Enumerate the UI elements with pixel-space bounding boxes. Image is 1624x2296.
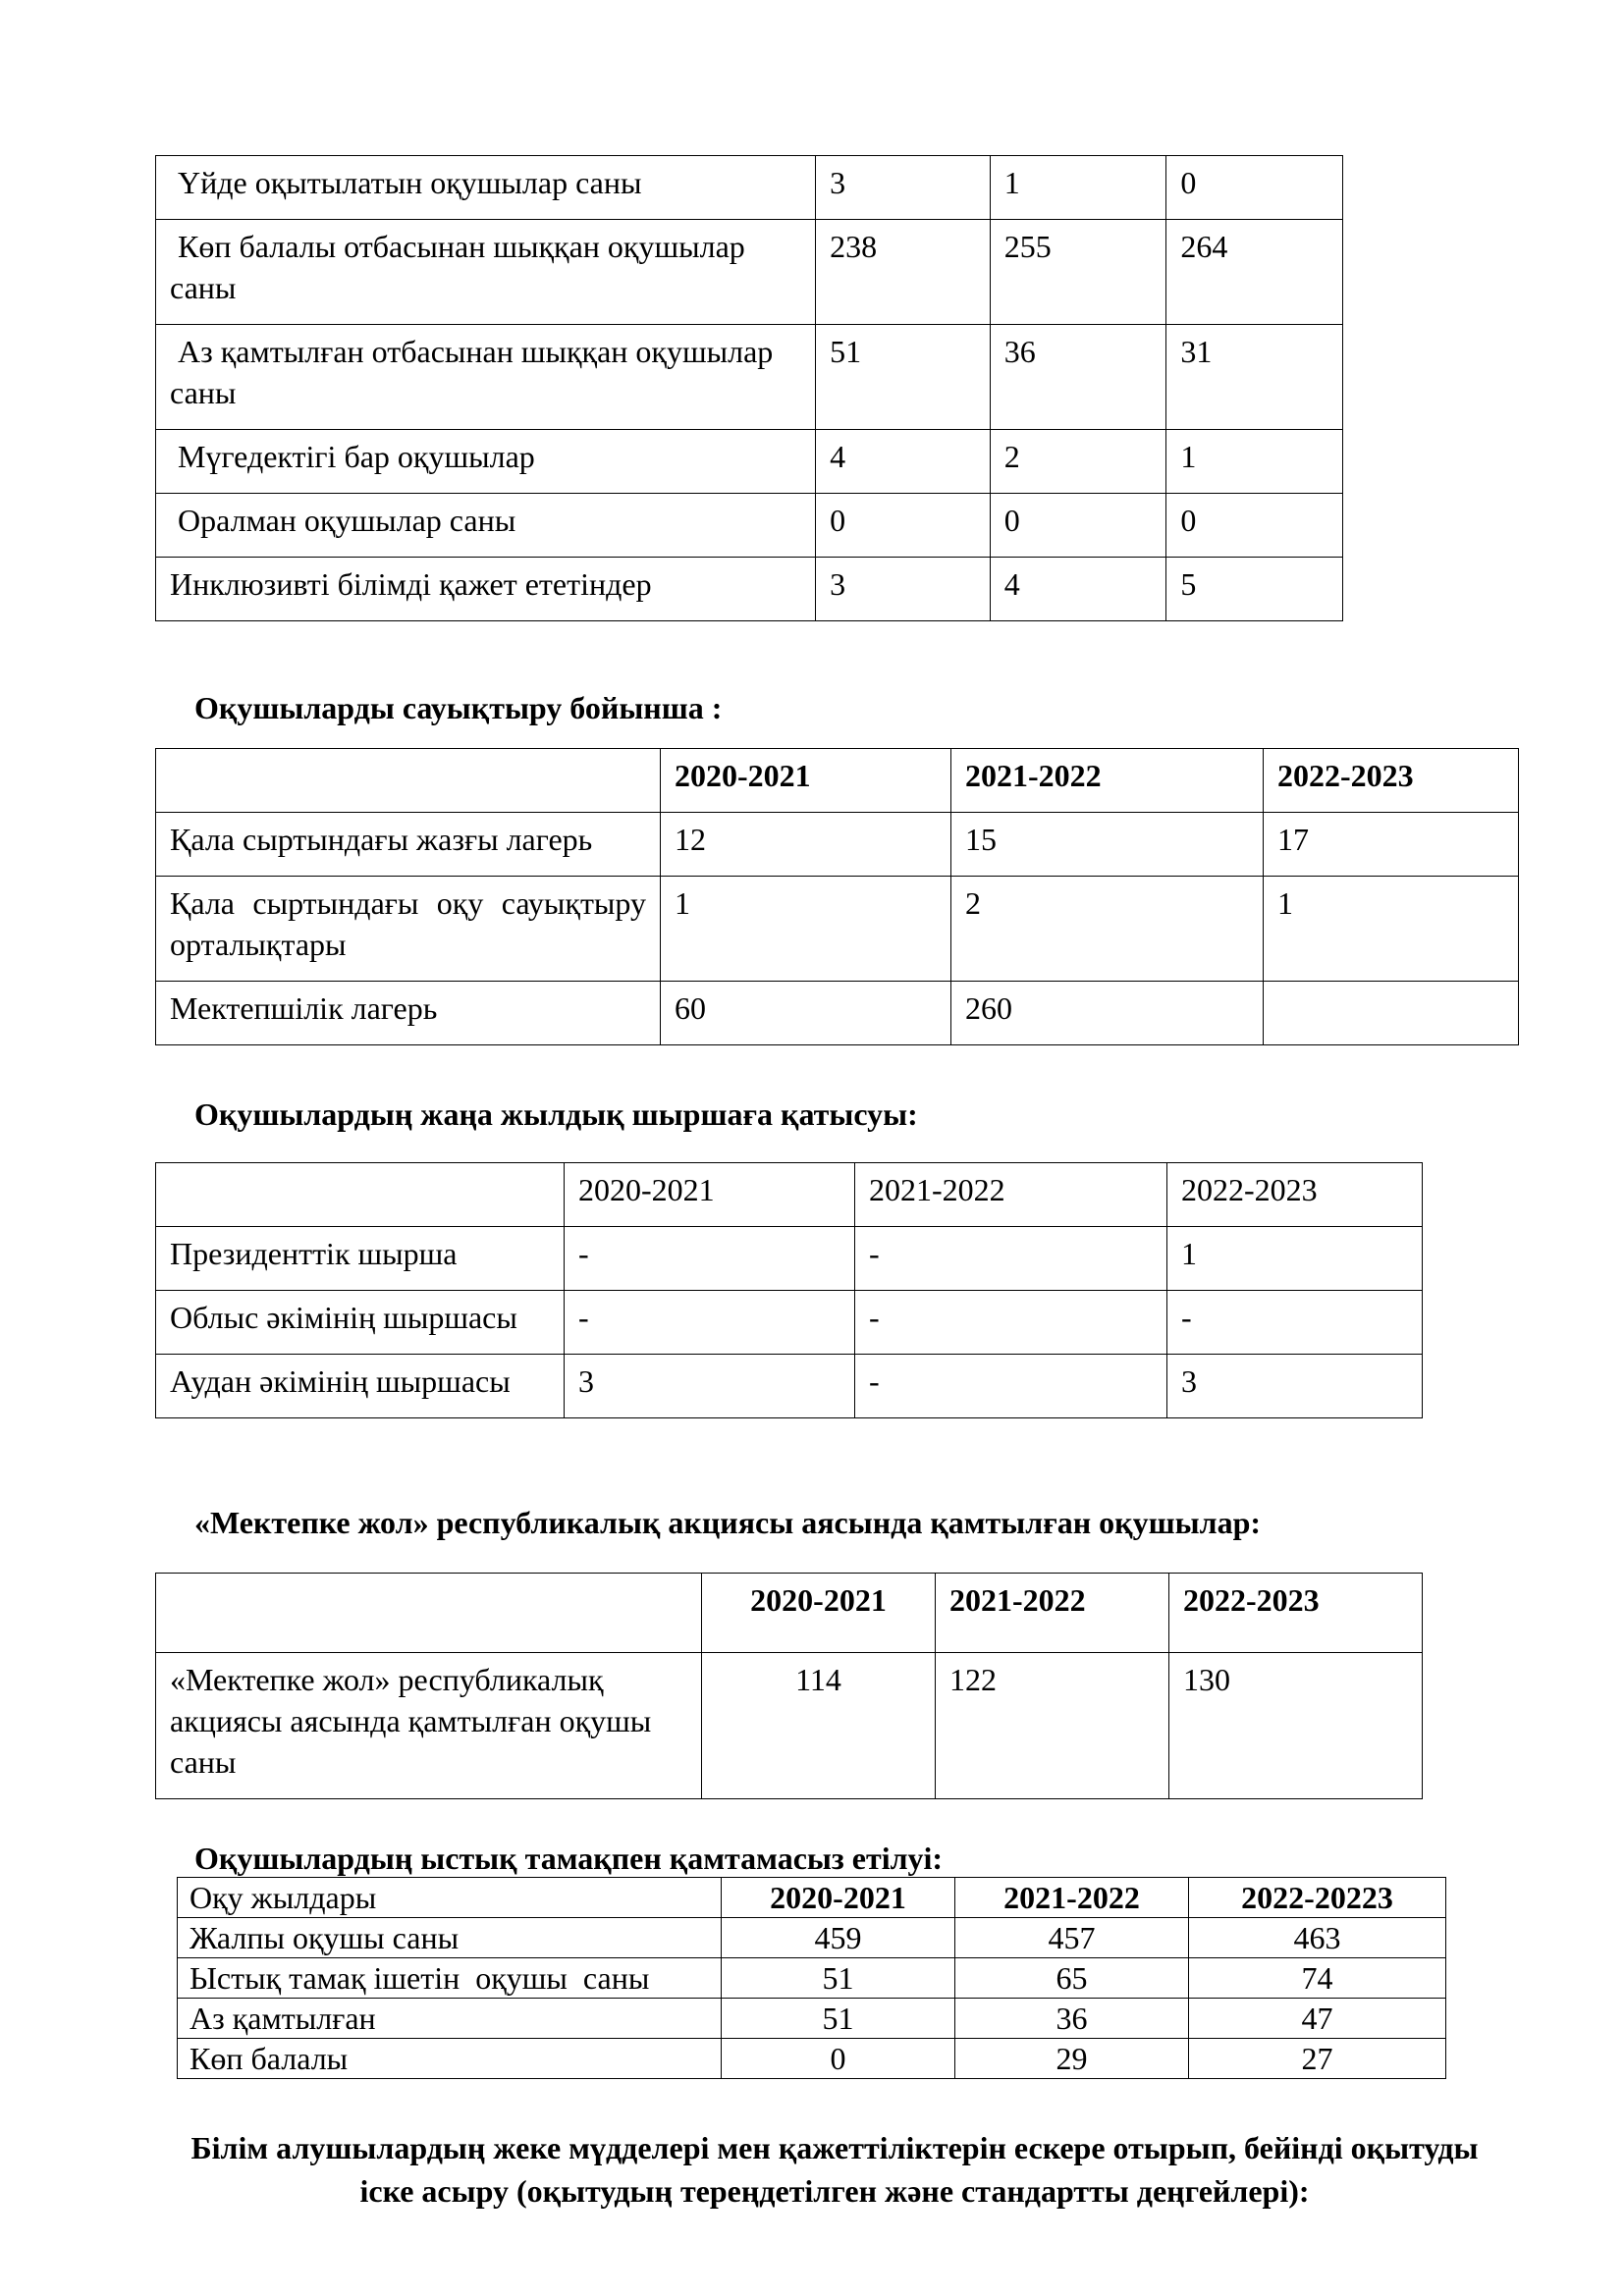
cell-value: 51 [722,1999,955,2039]
students-category-table [155,155,1343,621]
row-label: Облыс әкімінің шыршасы [156,1291,565,1355]
cell-value: 31 [1166,325,1343,430]
column-header: 2021-2022 [955,1878,1189,1918]
row-label: Аз қамтылған отбасынан шыққан оқушылар саны [156,325,816,430]
cell-value: 51 [722,1958,955,1999]
profile-education-heading: Білім алушылардың жеке мүдделері мен қажеттіліктерін ескере отырып, бейінді оқытуды іске асыру (оқытудың тереңдетілген және стандартты деңгейлері): [190,2130,1479,2209]
row-label: Аз қамтылған [178,1999,722,2039]
cell-value: 4 [816,430,991,494]
cell-value: 27 [1189,2039,1446,2079]
table-row [178,1958,1446,1999]
column-header: 2022-2023 [1169,1574,1423,1653]
cell-value: 5 [1166,558,1343,621]
cell-value: 130 [1169,1653,1423,1799]
table-row [156,1653,1423,1799]
column-header: 2022-2023 [1167,1163,1423,1227]
table-row [178,1999,1446,2039]
table-row [156,1227,1423,1291]
row-label: Президенттік шырша [156,1227,565,1291]
cell-value: - [855,1227,1167,1291]
column-header: 2022-2023 [1264,749,1519,813]
row-label: Ыстық тамақ ішетін оқушы саны [178,1958,722,1999]
cell-value: 0 [816,494,991,558]
table-header-row [156,1163,1423,1227]
cell-value: 47 [1189,1999,1446,2039]
cell-value [1264,982,1519,1045]
cell-value: - [565,1227,855,1291]
cell-value: 60 [661,982,951,1045]
cell-value: 65 [955,1958,1189,1999]
cell-value: 459 [722,1918,955,1958]
cell-value: 238 [816,220,991,325]
cell-value: 3 [1167,1355,1423,1418]
cell-value: - [565,1291,855,1355]
cell-value: 36 [990,325,1166,430]
row-label: Аудан әкімінің шыршасы [156,1355,565,1418]
table-row [156,1355,1423,1418]
row-label: Оралман оқушылар саны [156,494,816,558]
cell-value: 264 [1166,220,1343,325]
column-header: 2021-2022 [855,1163,1167,1227]
table-row [156,220,1343,325]
cell-value: 1 [1264,877,1519,982]
row-label: Инклюзивті білімді қажет ететіндер [156,558,816,621]
section-heading: «Мектепке жол» республикалық акциясы аясында қамтылған оқушылар: [194,1505,1262,1540]
row-label: Мектепшілік лагерь [156,982,661,1045]
table-row [156,430,1343,494]
cell-value: - [855,1291,1167,1355]
table-header-row [156,1574,1423,1653]
table-row [156,156,1343,220]
row-label: Мүгедектігі бар оқушылар [156,430,816,494]
cell-value: 0 [722,2039,955,2079]
table-row [178,1918,1446,1958]
column-header: 2021-2022 [936,1574,1169,1653]
table-row [156,494,1343,558]
cell-value: 3 [816,558,991,621]
row-label: Көп балалы отбасынан шыққан оқушылар саны [156,220,816,325]
column-header: 2021-2022 [951,749,1264,813]
row-label: Үйде оқытылатын оқушылар саны [156,156,816,220]
cell-value: 255 [990,220,1166,325]
cell-value: 36 [955,1999,1189,2039]
section-heading: Оқушылардың ыстық тамақпен қамтамасыз етілуі: [194,1841,944,1876]
cell-value: 1 [661,877,951,982]
header-empty [156,1574,702,1653]
cell-value: 12 [661,813,951,877]
column-header: Оқу жылдары [178,1878,722,1918]
cell-value: 260 [951,982,1264,1045]
cell-value: 1 [1166,430,1343,494]
cell-value: 29 [955,2039,1189,2079]
header-empty [156,749,661,813]
cell-value: 2 [990,430,1166,494]
road-to-school-table [155,1573,1423,1799]
cell-value: 0 [1166,494,1343,558]
section-heading: Оқушыларды сауықтыру бойынша : [194,690,723,725]
cell-value: 74 [1189,1958,1446,1999]
row-label: Көп балалы [178,2039,722,2079]
table-row [178,2039,1446,2079]
column-header: 2020-2021 [661,749,951,813]
cell-value: 3 [565,1355,855,1418]
table-row [156,877,1519,982]
table-row [156,982,1519,1045]
cell-value: 457 [955,1918,1189,1958]
table-header-row [178,1878,1446,1918]
column-header: 2020-2021 [702,1574,936,1653]
column-header: 2020-2021 [565,1163,855,1227]
cell-value: 3 [816,156,991,220]
new-year-tree-table [155,1162,1423,1418]
cell-value: - [1167,1291,1423,1355]
row-label: Жалпы оқушы саны [178,1918,722,1958]
hot-meals-table [177,1877,1446,2079]
cell-value: 1 [990,156,1166,220]
table-row [156,325,1343,430]
cell-value: 51 [816,325,991,430]
health-camps-table [155,748,1519,1045]
cell-value: 17 [1264,813,1519,877]
cell-value: 2 [951,877,1264,982]
cell-value: 114 [702,1653,936,1799]
section-heading: Оқушылардың жаңа жылдық шыршаға қатысуы: [194,1096,918,1132]
cell-value: 4 [990,558,1166,621]
column-header: 2020-2021 [722,1878,955,1918]
row-label: Қала сыртындағы оқу сауықтыру орталықтары [156,877,661,982]
cell-value: 0 [1166,156,1343,220]
cell-value: - [855,1355,1167,1418]
cell-value: 0 [990,494,1166,558]
table-row [156,558,1343,621]
row-label: Қала сыртындағы жазғы лагерь [156,813,661,877]
cell-value: 122 [936,1653,1169,1799]
cell-value: 463 [1189,1918,1446,1958]
table-row [156,1291,1423,1355]
row-label: «Мектепке жол» республикалық акциясы аясында қамтылған оқушы саны [156,1653,702,1799]
table-row [156,813,1519,877]
header-empty [156,1163,565,1227]
cell-value: 1 [1167,1227,1423,1291]
column-header: 2022-20223 [1189,1878,1446,1918]
table-header-row [156,749,1519,813]
cell-value: 15 [951,813,1264,877]
